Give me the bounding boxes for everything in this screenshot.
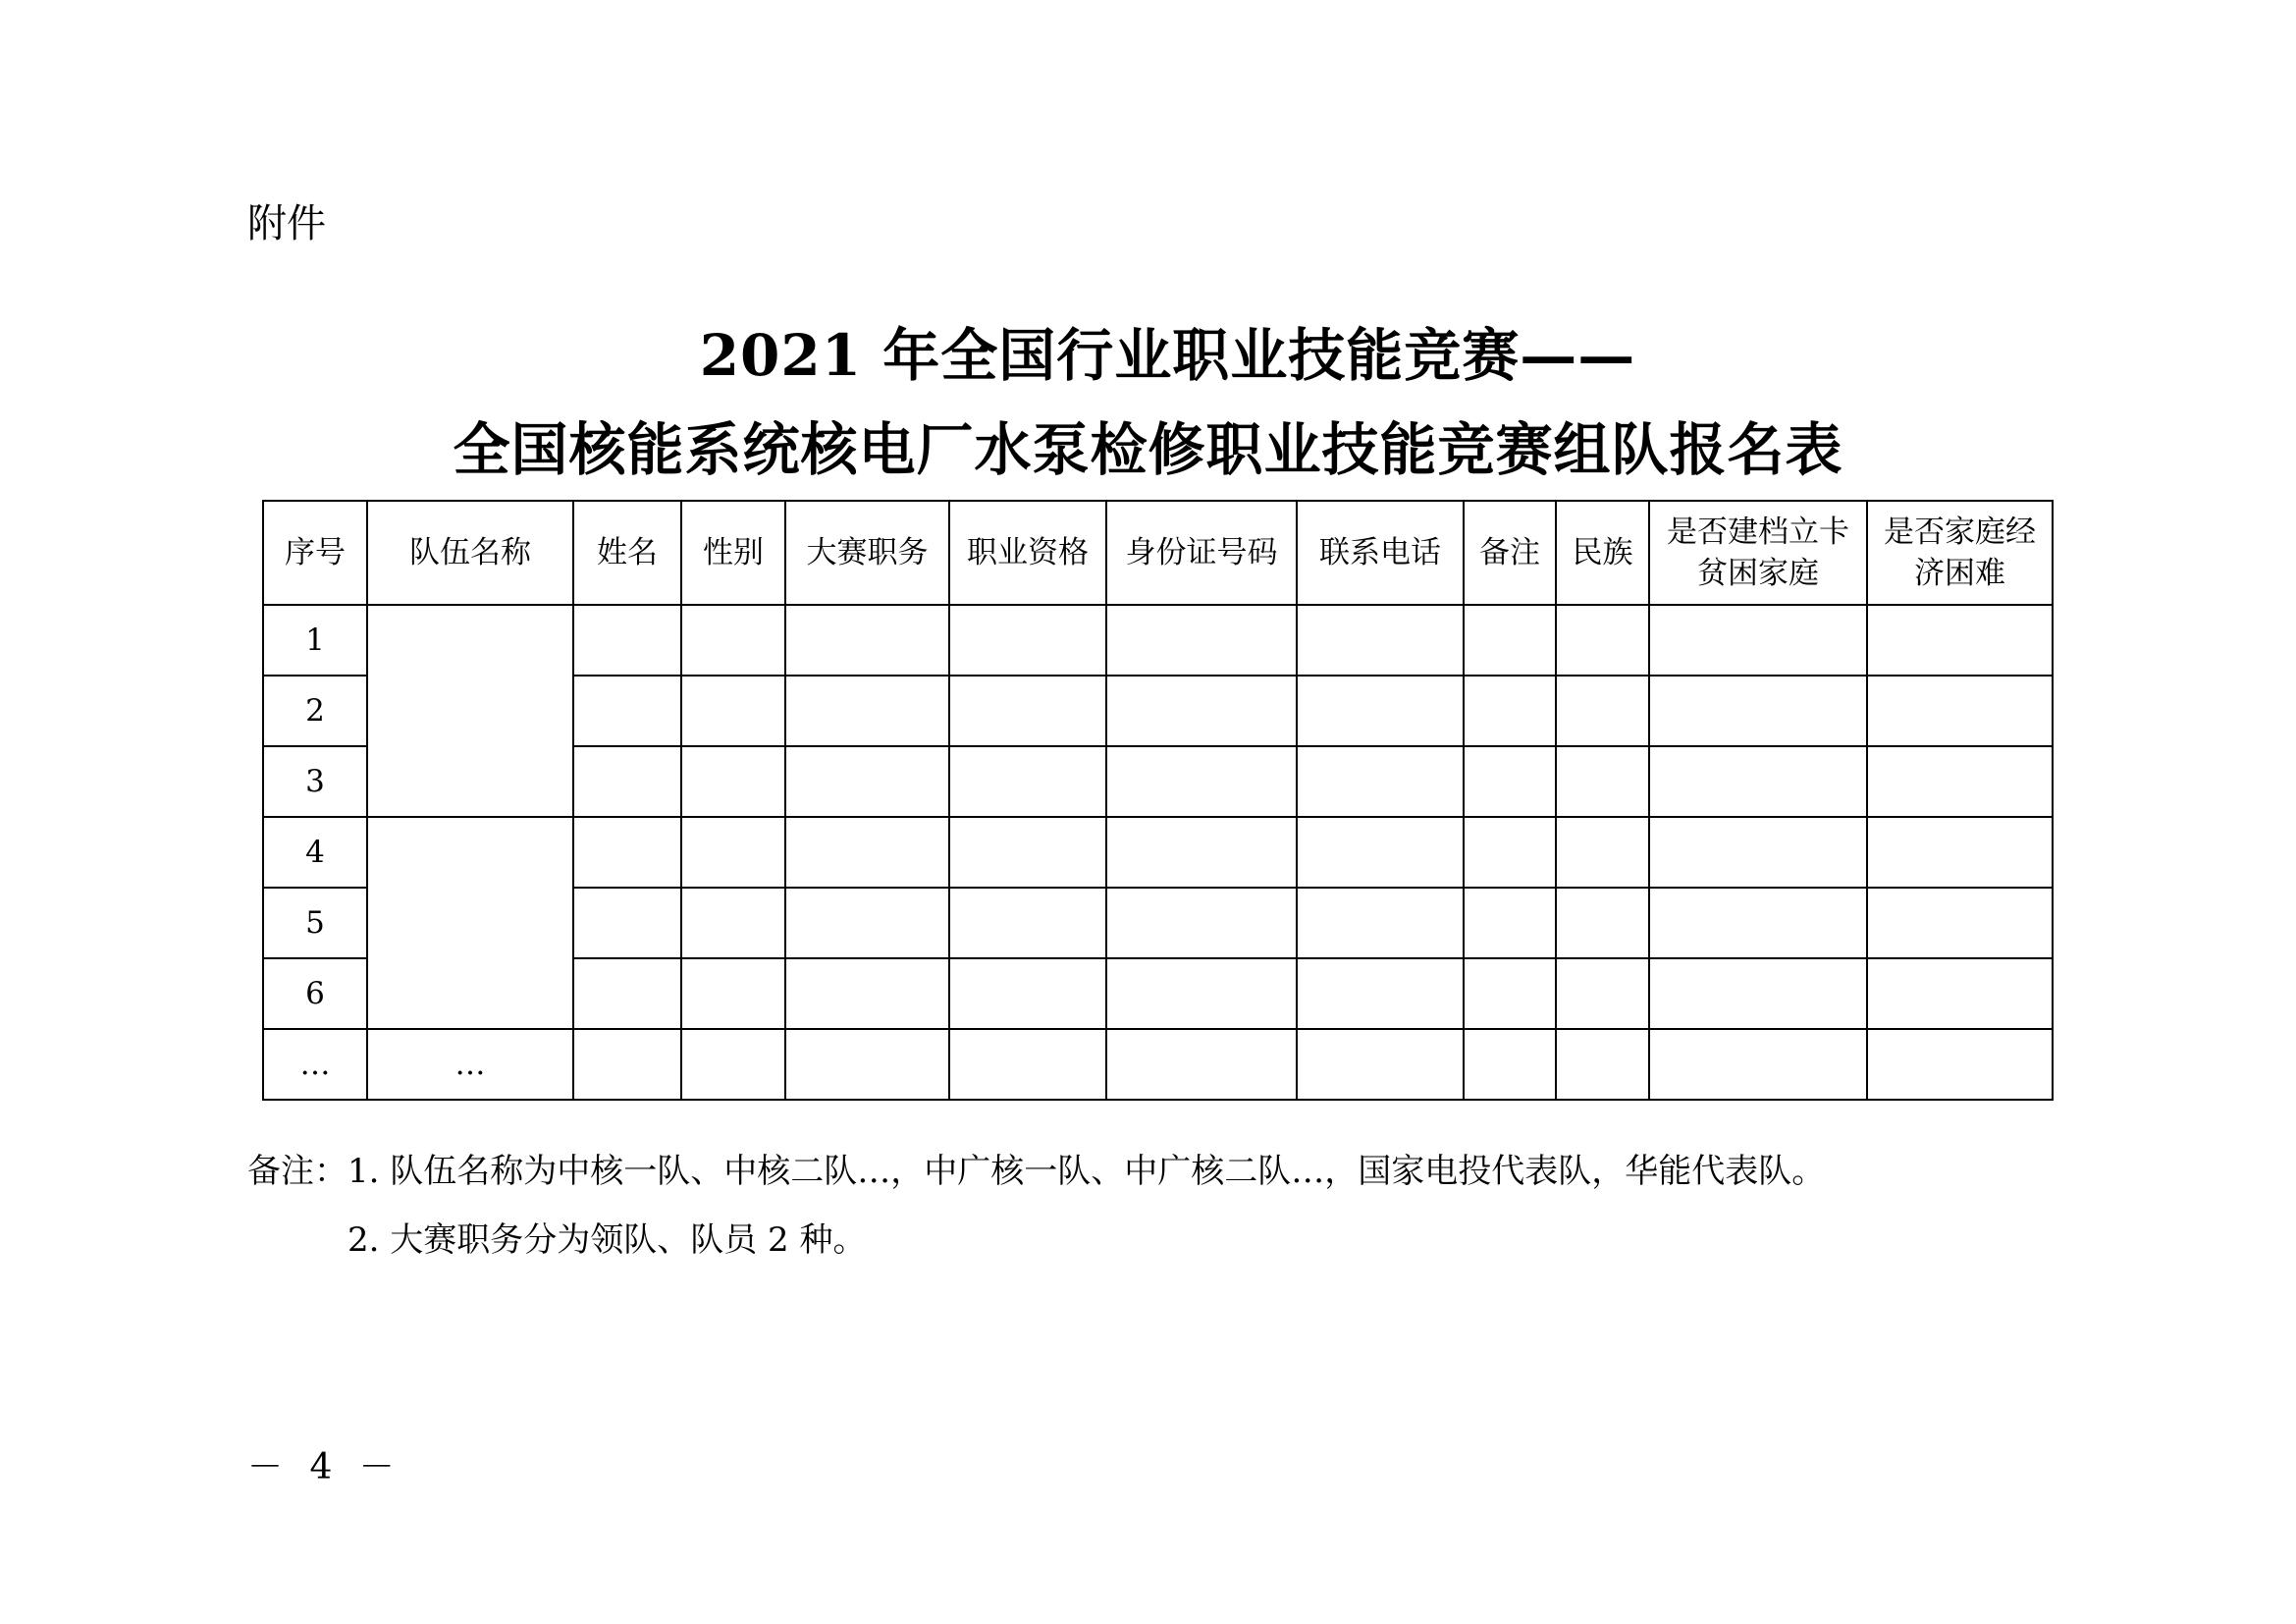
- table-row: [263, 605, 2053, 676]
- team-name-cell[interactable]: [367, 605, 573, 817]
- gender-cell[interactable]: [681, 746, 785, 817]
- header-poverty-registered: [1649, 501, 1867, 605]
- gender-cell[interactable]: [681, 1029, 785, 1100]
- economic-hardship-cell[interactable]: [1867, 888, 2053, 958]
- ethnicity-cell[interactable]: [1556, 888, 1649, 958]
- ethnicity-cell[interactable]: [1556, 817, 1649, 888]
- qualification-cell[interactable]: [949, 817, 1106, 888]
- table-header-row: [263, 501, 2053, 605]
- header-remark: 备注: [1464, 501, 1556, 605]
- header-phone: 联系电话: [1297, 501, 1464, 605]
- header-poverty-registered-line2: 贫困家庭: [1697, 556, 1819, 591]
- name-cell[interactable]: [573, 746, 681, 817]
- name-cell[interactable]: [573, 605, 681, 676]
- team-name-cell[interactable]: [367, 817, 573, 1029]
- attachment-label: 附件: [247, 201, 326, 246]
- header-gender: 性别: [681, 501, 785, 605]
- role-cell[interactable]: [785, 746, 949, 817]
- registration-table: [262, 500, 2054, 1101]
- id-number-cell[interactable]: [1106, 1029, 1297, 1100]
- header-seq: 序号: [263, 501, 367, 605]
- qualification-cell[interactable]: [949, 746, 1106, 817]
- role-cell[interactable]: [785, 958, 949, 1029]
- economic-hardship-cell[interactable]: [1867, 676, 2053, 746]
- gender-cell[interactable]: [681, 817, 785, 888]
- gender-cell[interactable]: [681, 676, 785, 746]
- remark-cell[interactable]: [1464, 888, 1556, 958]
- phone-cell[interactable]: [1297, 958, 1464, 1029]
- header-ethnicity: 民族: [1556, 501, 1649, 605]
- remark-cell[interactable]: [1464, 746, 1556, 817]
- seq-cell: 5: [263, 888, 367, 958]
- ethnicity-cell[interactable]: [1556, 605, 1649, 676]
- ethnicity-cell[interactable]: [1556, 958, 1649, 1029]
- poverty-registered-cell[interactable]: [1649, 605, 1867, 676]
- id-number-cell[interactable]: [1106, 958, 1297, 1029]
- qualification-cell[interactable]: [949, 676, 1106, 746]
- qualification-cell[interactable]: [949, 1029, 1106, 1100]
- phone-cell[interactable]: [1297, 605, 1464, 676]
- qualification-cell[interactable]: [949, 605, 1106, 676]
- role-cell[interactable]: [785, 888, 949, 958]
- note-line-1: 备注：1. 队伍名称为中核一队、中核二队…，中广核一队、中广核二队…，国家电投代表队，华能代表队。: [247, 1152, 1826, 1191]
- header-id-number: 身份证号码: [1106, 501, 1297, 605]
- economic-hardship-cell[interactable]: [1867, 958, 2053, 1029]
- poverty-registered-cell[interactable]: [1649, 746, 1867, 817]
- name-cell[interactable]: [573, 817, 681, 888]
- poverty-registered-cell[interactable]: [1649, 817, 1867, 888]
- team-name-cell: …: [367, 1029, 573, 1100]
- qualification-cell[interactable]: [949, 888, 1106, 958]
- ethnicity-cell[interactable]: [1556, 746, 1649, 817]
- remark-cell[interactable]: [1464, 605, 1556, 676]
- ethnicity-cell[interactable]: [1556, 1029, 1649, 1100]
- id-number-cell[interactable]: [1106, 817, 1297, 888]
- poverty-registered-cell[interactable]: [1649, 676, 1867, 746]
- header-role: 大赛职务: [785, 501, 949, 605]
- seq-cell: 6: [263, 958, 367, 1029]
- gender-cell[interactable]: [681, 888, 785, 958]
- economic-hardship-cell[interactable]: [1867, 746, 2053, 817]
- name-cell[interactable]: [573, 676, 681, 746]
- gender-cell[interactable]: [681, 958, 785, 1029]
- document-title-line2: 全国核能系统核电厂水泵检修职业技能竞赛组队报名表: [453, 416, 1843, 483]
- economic-hardship-cell[interactable]: [1867, 605, 2053, 676]
- phone-cell[interactable]: [1297, 888, 1464, 958]
- header-economic-hardship-line1: 是否家庭经: [1884, 514, 2036, 550]
- poverty-registered-cell[interactable]: [1649, 958, 1867, 1029]
- table-row: [263, 1029, 2053, 1100]
- gender-cell[interactable]: [681, 605, 785, 676]
- header-economic-hardship-line2: 济困难: [1914, 556, 2005, 591]
- table-row: [263, 817, 2053, 888]
- remark-cell[interactable]: [1464, 817, 1556, 888]
- remark-cell[interactable]: [1464, 958, 1556, 1029]
- remark-cell[interactable]: [1464, 676, 1556, 746]
- phone-cell[interactable]: [1297, 676, 1464, 746]
- seq-cell: 4: [263, 817, 367, 888]
- qualification-cell[interactable]: [949, 958, 1106, 1029]
- header-name: 姓名: [573, 501, 681, 605]
- header-qualification: 职业资格: [949, 501, 1106, 605]
- role-cell[interactable]: [785, 1029, 949, 1100]
- id-number-cell[interactable]: [1106, 746, 1297, 817]
- seq-cell: 1: [263, 605, 367, 676]
- poverty-registered-cell[interactable]: [1649, 888, 1867, 958]
- economic-hardship-cell[interactable]: [1867, 1029, 2053, 1100]
- id-number-cell[interactable]: [1106, 888, 1297, 958]
- name-cell[interactable]: [573, 1029, 681, 1100]
- id-number-cell[interactable]: [1106, 676, 1297, 746]
- header-team-name: 队伍名称: [367, 501, 573, 605]
- page-number: － 4 －: [247, 1447, 402, 1488]
- seq-cell: 3: [263, 746, 367, 817]
- seq-cell: 2: [263, 676, 367, 746]
- role-cell[interactable]: [785, 605, 949, 676]
- ethnicity-cell[interactable]: [1556, 676, 1649, 746]
- name-cell[interactable]: [573, 888, 681, 958]
- phone-cell[interactable]: [1297, 817, 1464, 888]
- header-economic-hardship: [1867, 501, 2053, 605]
- economic-hardship-cell[interactable]: [1867, 817, 2053, 888]
- role-cell[interactable]: [785, 676, 949, 746]
- poverty-registered-cell[interactable]: [1649, 1029, 1867, 1100]
- header-poverty-registered-line1: 是否建档立卡: [1667, 514, 1849, 550]
- phone-cell[interactable]: [1297, 1029, 1464, 1100]
- id-number-cell[interactable]: [1106, 605, 1297, 676]
- document-title-line1: 2021 年全国行业职业技能竞赛——: [699, 322, 1636, 389]
- role-cell[interactable]: [785, 817, 949, 888]
- note-line-2: 2. 大赛职务分为领队、队员 2 种。: [347, 1220, 867, 1260]
- seq-cell: …: [263, 1029, 367, 1100]
- phone-cell[interactable]: [1297, 746, 1464, 817]
- name-cell[interactable]: [573, 958, 681, 1029]
- remark-cell[interactable]: [1464, 1029, 1556, 1100]
